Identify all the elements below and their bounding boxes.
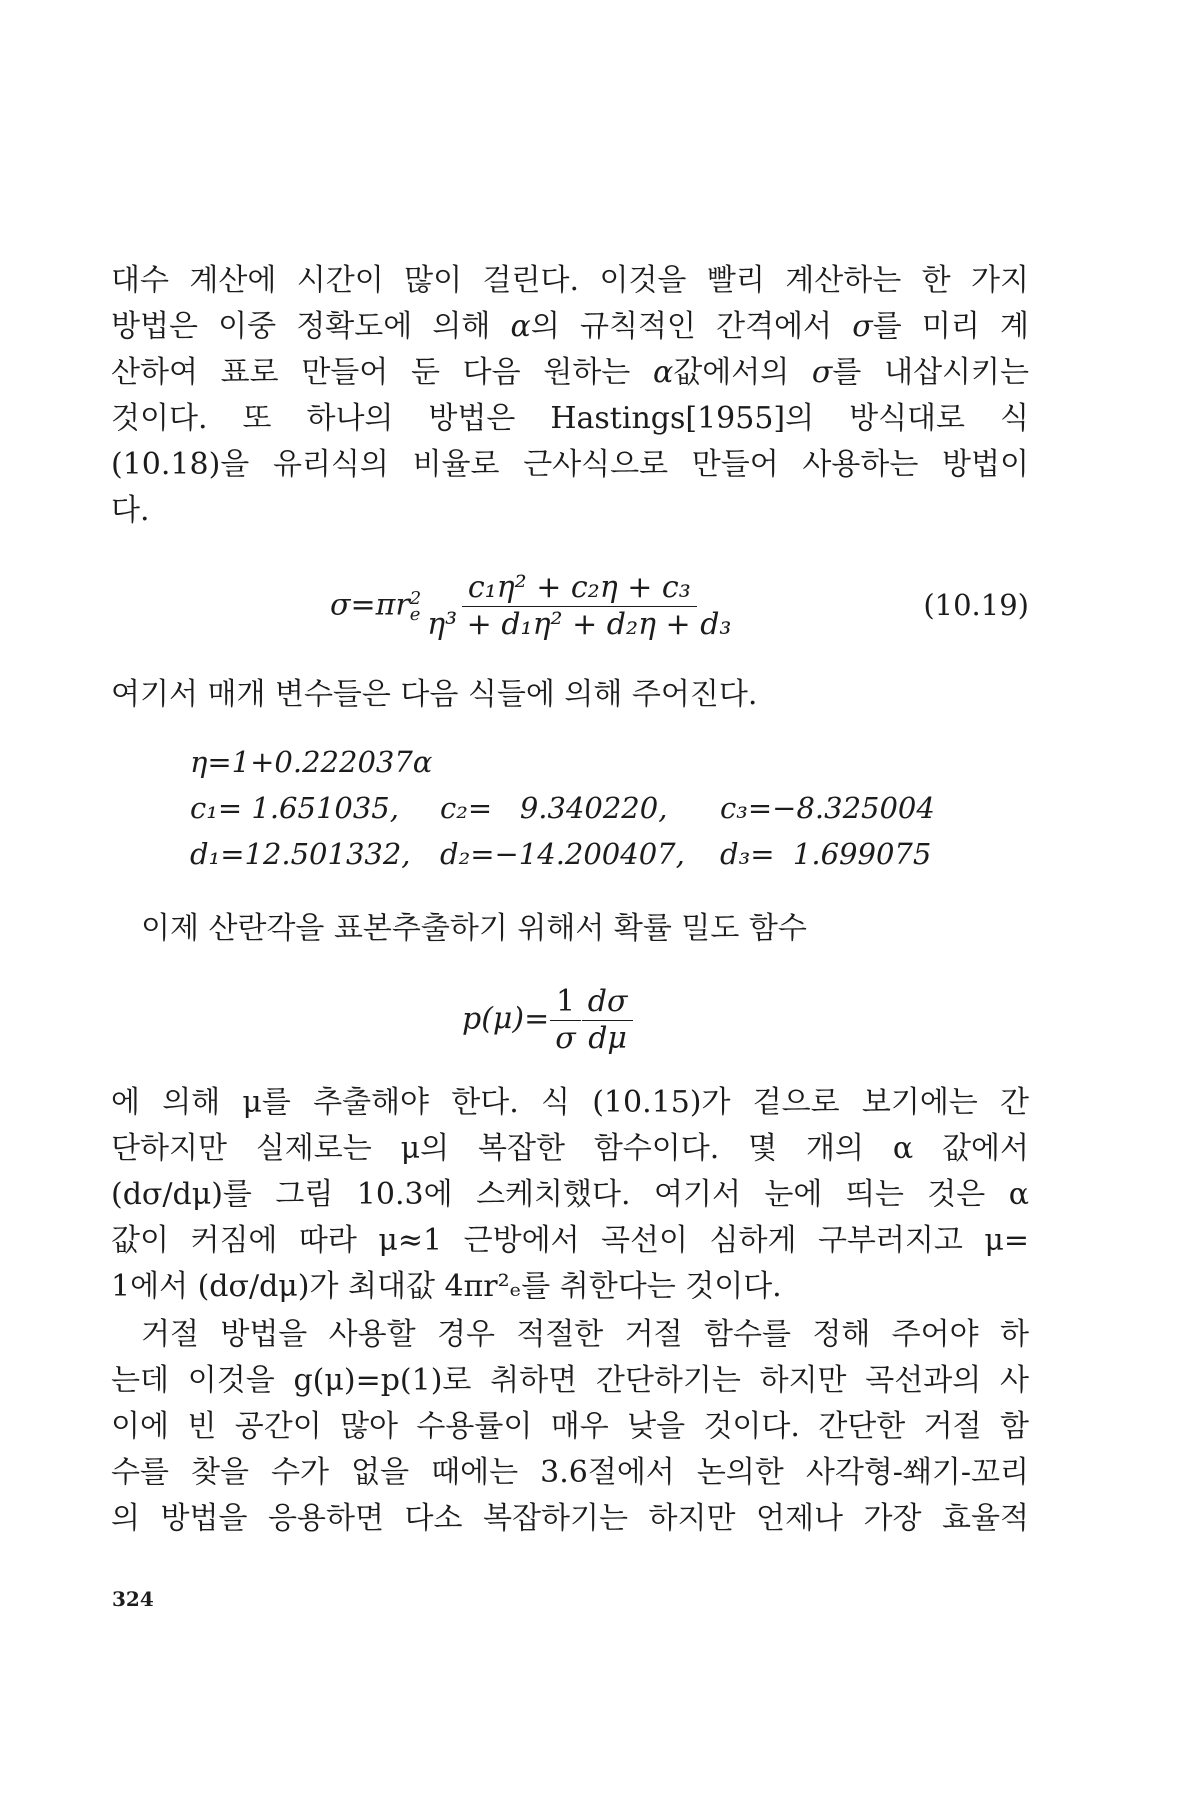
equation-number: (10.19) bbox=[923, 588, 1029, 622]
paragraph-line: 값이 커짐에 따라 μ≈1 근방에서 곡선이 심하게 구부러지고 μ= bbox=[111, 1223, 1029, 1258]
paragraph-line: 여기서 매개 변수들은 다음 식들에 의해 주어진다. bbox=[111, 677, 758, 712]
paragraph-line: (dσ/dμ)를 그림 10.3에 스케치했다. 여기서 눈에 띄는 것은 α bbox=[111, 1177, 1029, 1212]
paragraph-line: 산하여 표로 만들어 둔 다음 원하는 α값에서의 σ를 내삽시키는 bbox=[111, 355, 1029, 390]
equation-numerator: c₁η² + c₂η + c₃ bbox=[462, 570, 697, 607]
equation-pdf: p(μ)= $\frac{1}{\sigma}$ $\frac{d\sigma}{d\mu}$ bbox=[462, 984, 633, 1057]
page-number: 324 bbox=[112, 1587, 154, 1611]
param-row-d: d₁=12.501332, d₂=−14.200407, d₃= 1.699075 bbox=[190, 837, 932, 871]
equation-denominator: η³ + d₁η² + d₂η + d₃ bbox=[427, 607, 732, 642]
paragraph-line: 다. bbox=[111, 493, 150, 528]
paragraph-line: 이에 빈 공간이 많아 수용률이 매우 낮을 것이다. 간단한 거절 함 bbox=[111, 1409, 1029, 1444]
paragraph-line: 수를 찾을 수가 없을 때에는 3.6절에서 논의한 사각형-쐐기-꼬리 bbox=[111, 1455, 1029, 1490]
paragraph-line: 단하지만 실제로는 μ의 복잡한 함수이다. 몇 개의 α 값에서 bbox=[111, 1131, 1029, 1166]
equation-10-19: σ=πr 2 e $\frac{\text{c₁η² + c₂η + c₃}}{\text{η³ + d₁η² + d₂η + d₃}}$ bbox=[330, 570, 737, 643]
paragraph-line: 방법은 이중 정확도에 의해 α의 규칙적인 간격에서 σ를 미리 계 bbox=[111, 309, 1029, 344]
paragraph-line: 의 방법을 응용하면 다소 복잡하기는 하지만 언제나 가장 효율적 bbox=[111, 1501, 1029, 1536]
paragraph-line: 1에서 (dσ/dμ)가 최대값 4πr²ₑ를 취한다는 것이다. bbox=[111, 1269, 782, 1304]
paragraph-line: 는데 이것을 g(μ)=p(1)로 취하면 간단하기는 하지만 곡선과의 사 bbox=[111, 1363, 1029, 1398]
paragraph-line: 거절 방법을 사용할 경우 적절한 거절 함수를 정해 주어야 하 bbox=[141, 1317, 1029, 1352]
paragraph-line: 대수 계산에 시간이 많이 걸린다. 이것을 빨리 계산하는 한 가지 bbox=[111, 263, 1029, 298]
paragraph-line: 에 의해 μ를 추출해야 한다. 식 (10.15)가 겉으로 보기에는 간 bbox=[111, 1085, 1029, 1120]
paragraph-line: 이제 산란각을 표본추출하기 위해서 확률 밀도 함수 bbox=[141, 911, 807, 946]
param-eta: η=1+0.222037α bbox=[190, 745, 433, 779]
param-row-c: c₁= 1.651035, c₂= 9.340220, c₃=−8.325004 bbox=[190, 791, 935, 825]
paragraph-line: (10.18)을 유리식의 비율로 근사식으로 만들어 사용하는 방법이 bbox=[111, 447, 1029, 482]
paragraph-line: 것이다. 또 하나의 방법은 Hastings[1955]의 방식대로 식 bbox=[111, 401, 1029, 436]
